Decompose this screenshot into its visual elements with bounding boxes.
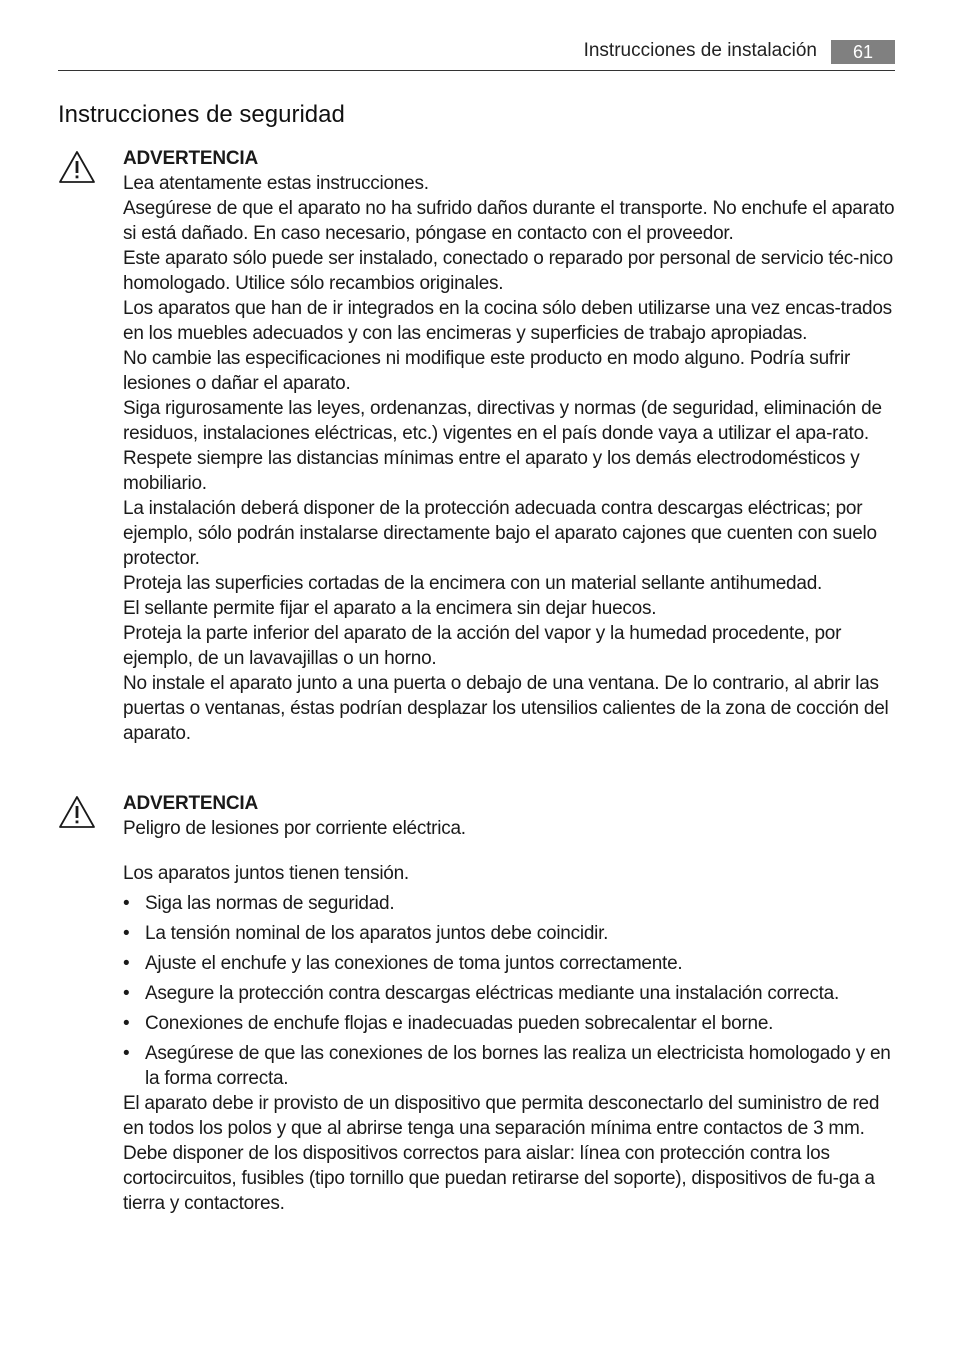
list-item: • La tensión nominal de los aparatos juntos debe coincidir. [123,921,898,946]
paragraph: Siga rigurosamente las leyes, ordenanzas, directivas y normas (de seguridad, eliminación de residuos, instalaciones eléctricas, etc.) vigentes en el país donde vaya a utilizar el apa-rato. [123,398,882,444]
paragraph: Lea atentamente estas instrucciones. [123,173,429,194]
paragraph: Respete siempre las distancias mínimas entre el aparato y los demás electrodomésticos y mobiliario. [123,448,860,494]
warning-triangle-icon [58,150,96,184]
list-item: • Siga las normas de seguridad. [123,891,898,916]
page-header [58,38,895,71]
paragraph: Proteja las superficies cortadas de la encimera con un material sellante antihumedad. [123,573,823,594]
paragraph: El aparato debe ir provisto de un dispositivo que permita desconectarlo del suministro de red en todos los polos y que al abrirse tenga una separación mínima entre contactos de 3 mm. [123,1093,880,1139]
warning-block-1 [123,146,898,746]
paragraph: Los aparatos que han de ir integrados en la cocina sólo deben utilizarse una vez encas-trados en los muebles adecuados y con las encimeras y superficies de trabajo apropiadas. [123,298,892,344]
warning-title: ADVERTENCIA [123,793,259,814]
paragraph: Asegúrese de que el aparato no ha sufrido daños durante el transporte. No enchufe el aparato si está dañado. En caso necesario, póngase en contacto con el proveedor. [123,198,895,244]
page-number-badge: 61 [831,40,895,64]
lead-text: Los aparatos juntos tienen tensión. [123,863,409,884]
section-title: Instrucciones de seguridad [58,101,345,128]
paragraph: El sellante permite fijar el aparato a la encimera sin dejar huecos. [123,598,657,619]
paragraph: Este aparato sólo puede ser instalado, conectado o reparado por personal de servicio téc-nico homologado. Utilice sólo recambios originales. [123,248,893,294]
bullet-list [123,891,898,1091]
paragraph: No cambie las especificaciones ni modifique este producto en modo alguno. Podría sufrir lesiones o dañar el aparato. [123,348,851,394]
list-item: • Conexiones de enchufe flojas e inadecuadas pueden sobrecalentar el borne. [123,1011,898,1036]
warning-block-2 [123,791,898,1216]
paragraph: Proteja la parte inferior del aparato de la acción del vapor y la humedad procedente, por ejemplo, de un lavavajillas o un horno. [123,623,842,669]
paragraph: Debe disponer de los dispositivos correctos para aislar: línea con protección contra los cortocircuitos, fusibles (tipo tornillo que puedan retirarse del soporte), dispositivos de fu-ga a tierra y contactores. [123,1143,875,1214]
list-item: • Asegure la protección contra descargas eléctricas mediante una instalación correcta. [123,981,898,1006]
header-title: Instrucciones de instalación [583,40,817,61]
list-item: • Ajuste el enchufe y las conexiones de toma juntos correctamente. [123,951,898,976]
warning-intro: Peligro de lesiones por corriente eléctrica. [123,818,466,839]
paragraph: La instalación deberá disponer de la protección adecuada contra descargas eléctricas; por ejemplo, sólo podrán instalarse directamente bajo el aparato cajones que cuenten con suelo protector. [123,498,877,569]
list-item: • Asegúrese de que las conexiones de los bornes las realiza un electricista homologado y en la forma correcta. [123,1041,898,1091]
warning-triangle-icon [58,795,96,829]
paragraph: No instale el aparato junto a una puerta o debajo de una ventana. De lo contrario, al abrir las puertas o ventanas, éstas podrían desplazar los utensilios calientes de la zona de cocción del aparato. [123,673,889,744]
warning-title: ADVERTENCIA [123,148,259,169]
